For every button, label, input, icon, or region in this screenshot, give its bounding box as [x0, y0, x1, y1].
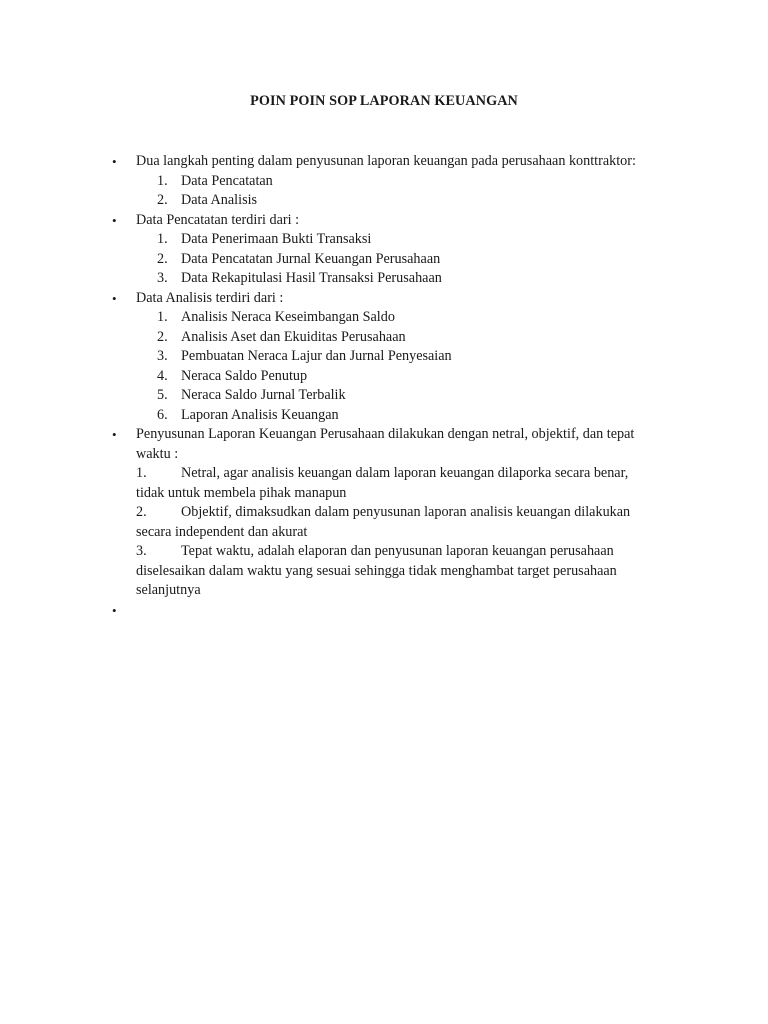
paragraph-number: 2.: [136, 504, 147, 520]
bullet-item: [110, 289, 670, 309]
numbered-list: [110, 230, 670, 289]
list-number: 3.: [157, 348, 168, 364]
list-number: 2.: [157, 328, 168, 345]
bullet-icon: •: [112, 602, 117, 618]
list-number: 1.: [157, 231, 168, 247]
list-item: [110, 308, 670, 328]
list-item-text: Data Pencatatan: [181, 172, 273, 189]
numbered-paragraph: [110, 542, 670, 601]
list-item-text: Data Analisis: [181, 192, 258, 208]
list-item: [110, 250, 670, 270]
bullet-item: [110, 211, 670, 231]
list-item-text: Neraca Saldo Penutup: [181, 367, 308, 384]
list-item: [110, 347, 670, 367]
list-item: [110, 386, 670, 406]
bullet-text: Penyusunan Laporan Keuangan Perusahaan dilakukan dengan netral, objektif, dan tepat waktu :: [136, 426, 635, 462]
bullet-icon: •: [112, 212, 117, 228]
paragraph-text: Netral, agar analisis keuangan dalam laporan keuangan dilaporka secara benar,: [181, 465, 629, 481]
paragraph-text: Tepat waktu, adalah elaporan dan penyusunan laporan keuangan perusahaan: [181, 543, 614, 559]
list-number: 5.: [157, 387, 168, 403]
empty-bullet-item: [110, 601, 670, 621]
list-number: 1.: [157, 172, 168, 189]
paragraph-first-line: [110, 542, 670, 562]
paragraph-continuation: diselesaikan dalam waktu yang sesuai sehingga tidak menghambat target perusahaan selanjutnya: [136, 562, 617, 598]
list-number: 4.: [157, 367, 168, 384]
list-item-text: Analisis Neraca Keseimbangan Saldo: [181, 309, 395, 325]
numbered-list: [110, 172, 670, 211]
list-item-text: Analisis Aset dan Ekuiditas Perusahaan: [181, 328, 406, 345]
list-item: [110, 172, 670, 192]
list-item: [110, 406, 670, 426]
list-item-text: Neraca Saldo Jurnal Terbalik: [181, 387, 346, 403]
numbered-paragraph: [110, 464, 670, 503]
paragraph-continuation: tidak untuk membela pihak manapun: [136, 484, 347, 501]
list-item-text: Laporan Analisis Keuangan: [181, 406, 339, 423]
list-item: [110, 269, 670, 289]
list-number: 1.: [157, 309, 168, 325]
bullet-icon: •: [112, 427, 117, 442]
list-number: 6.: [157, 406, 168, 423]
bullet-text: Dua langkah penting dalam penyusunan laporan keuangan pada perusahaan konttraktor:: [136, 153, 636, 169]
bullet-text: Data Analisis terdiri dari :: [136, 289, 284, 306]
bullet-text: Data Pencatatan terdiri dari :: [136, 211, 300, 228]
list-number: 3.: [157, 270, 168, 286]
list-item-text: Pembuatan Neraca Lajur dan Jurnal Penyesaian: [181, 348, 452, 364]
bullet-icon: •: [112, 290, 117, 306]
paragraph-continuation: secara independent dan akurat: [136, 523, 308, 540]
list-item: [110, 367, 670, 387]
document-body: [110, 152, 670, 620]
paragraph-number: 1.: [136, 465, 147, 481]
list-item: [110, 230, 670, 250]
bullet-item: [110, 425, 670, 464]
list-item: [110, 328, 670, 348]
numbered-list: [110, 308, 670, 425]
list-item-text: Data Penerimaan Bukti Transaksi: [181, 231, 372, 247]
bullet-icon: •: [112, 154, 117, 169]
paragraph-text: Objektif, dimaksudkan dalam penyusunan laporan analisis keuangan dilakukan: [181, 504, 631, 520]
list-number: 2.: [157, 250, 168, 267]
list-item-text: Data Rekapitulasi Hasil Transaksi Perusahaan: [181, 270, 442, 286]
paragraph-number: 3.: [136, 543, 147, 559]
list-number: 2.: [157, 192, 168, 208]
list-item: [110, 191, 670, 211]
document-title: POIN POIN SOP LAPORAN KEUANGAN: [250, 93, 518, 109]
bullet-item: [110, 152, 670, 172]
paragraph-first-line: [110, 464, 670, 484]
list-item-text: Data Pencatatan Jurnal Keuangan Perusahaan: [181, 250, 441, 267]
paragraph-first-line: [110, 503, 670, 523]
numbered-paragraph: [110, 503, 670, 542]
